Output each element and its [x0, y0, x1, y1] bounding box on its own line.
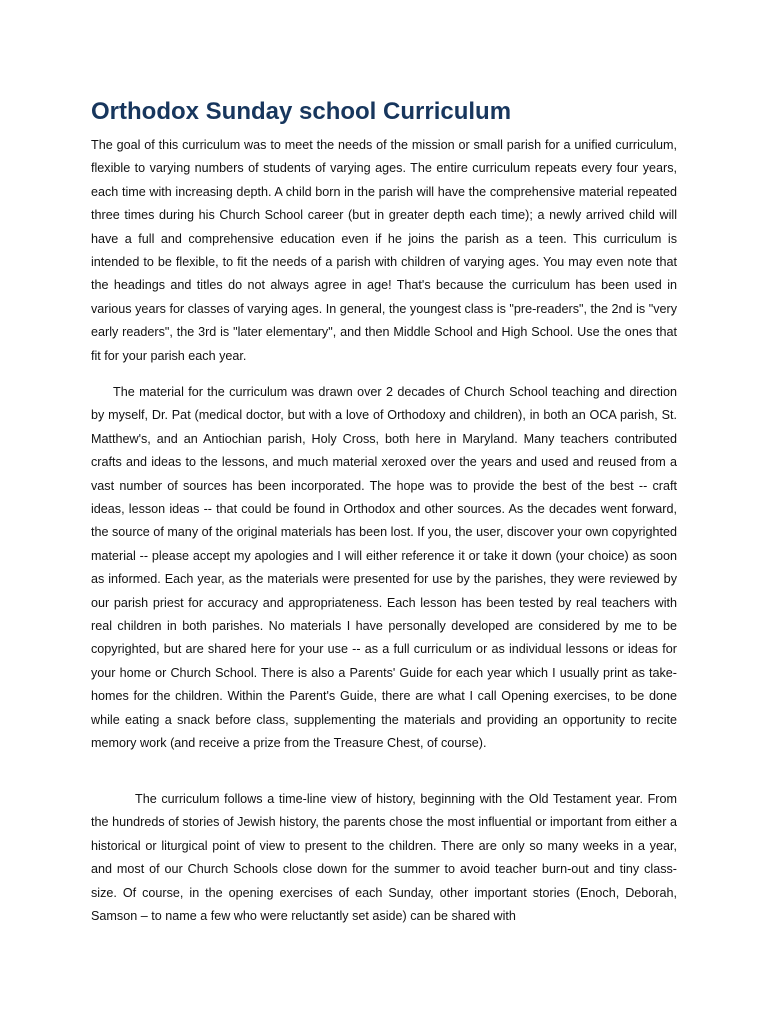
document-title: Orthodox Sunday school Curriculum [91, 98, 512, 125]
paragraph-curriculum-sources: The material for the curriculum was drawn over 2 decades of Church School teaching and direction by myself, Dr. Pat (medical doctor, but with a love of Orthodoxy and children), in both an OCA parish, St. Matthew's, and an Antiochian parish, Holy Cross, both here in Maryland. Many teachers contributed crafts and ideas to the lessons, and much material xeroxed over the years and used and reused from a vast number of sources has been incorporated. The hope was to provide the best of the best -- craft ideas, lesson ideas -- that could be found in Orthodox and other sources. As the decades went forward, the source of many of the original materials has been lost. If you, the user, discover your own copyrighted material -- please accept my apologies and I will either reference it or take it down (your choice) as soon as informed. Each year, as the materials were presented for use by the parishes, they were reviewed by our parish priest for accuracy and appropriateness. Each lesson has been tested by real teachers with real children in both parishes. No materials I have personally developed are considered by me to be copyrighted, but are shared here for your use -- as a full curriculum or as individual lessons or ideas for your home or Church School. There is also a Parents' Guide for each year which I usually print as take-homes for the children. Within the Parent's Guide, there are what I call Opening exercises, to be done while eating a snack before class, supplementing the materials and providing an opportunity to recite memory work (and receive a prize from the Treasure Chest, of course). [91, 385, 677, 751]
paragraph-curriculum-goal: The goal of this curriculum was to meet the needs of the mission or small parish for a unified curriculum, flexible to varying numbers of students of varying ages. The entire curriculum repeats every four years, each time with increasing depth. A child born in the parish will have the comprehensive material repeated three times during his Church School career (but in greater depth each time); a newly arrived child will have a full and comprehensive education even if he joins the parish as a teen. This curriculum is intended to be flexible, to fit the needs of a parish with children of varying ages. You may even note that the headings and titles do not always agree in age! That's because the curriculum has been used in various years for classes of varying ages. In general, the youngest class is "pre-readers", the 2nd is "very early readers", the 3rd is "later elementary", and then Middle School and High School. Use the ones that fit for your parish each year. [91, 138, 677, 363]
paragraph-curriculum-timeline: The curriculum follows a time-line view of history, beginning with the Old Testament year. From the hundreds of stories of Jewish history, the parents chose the most influential or important from either a historical or liturgical point of view to present to the children. There are only so many weeks in a year, and most of our Church Schools close down for the summer to avoid teacher burn-out and tiny class-size. Of course, in the opening exercises of each Sunday, other important stories (Enoch, Deborah, Samson – to name a few who were reluctantly set aside) can be shared with [91, 792, 677, 924]
